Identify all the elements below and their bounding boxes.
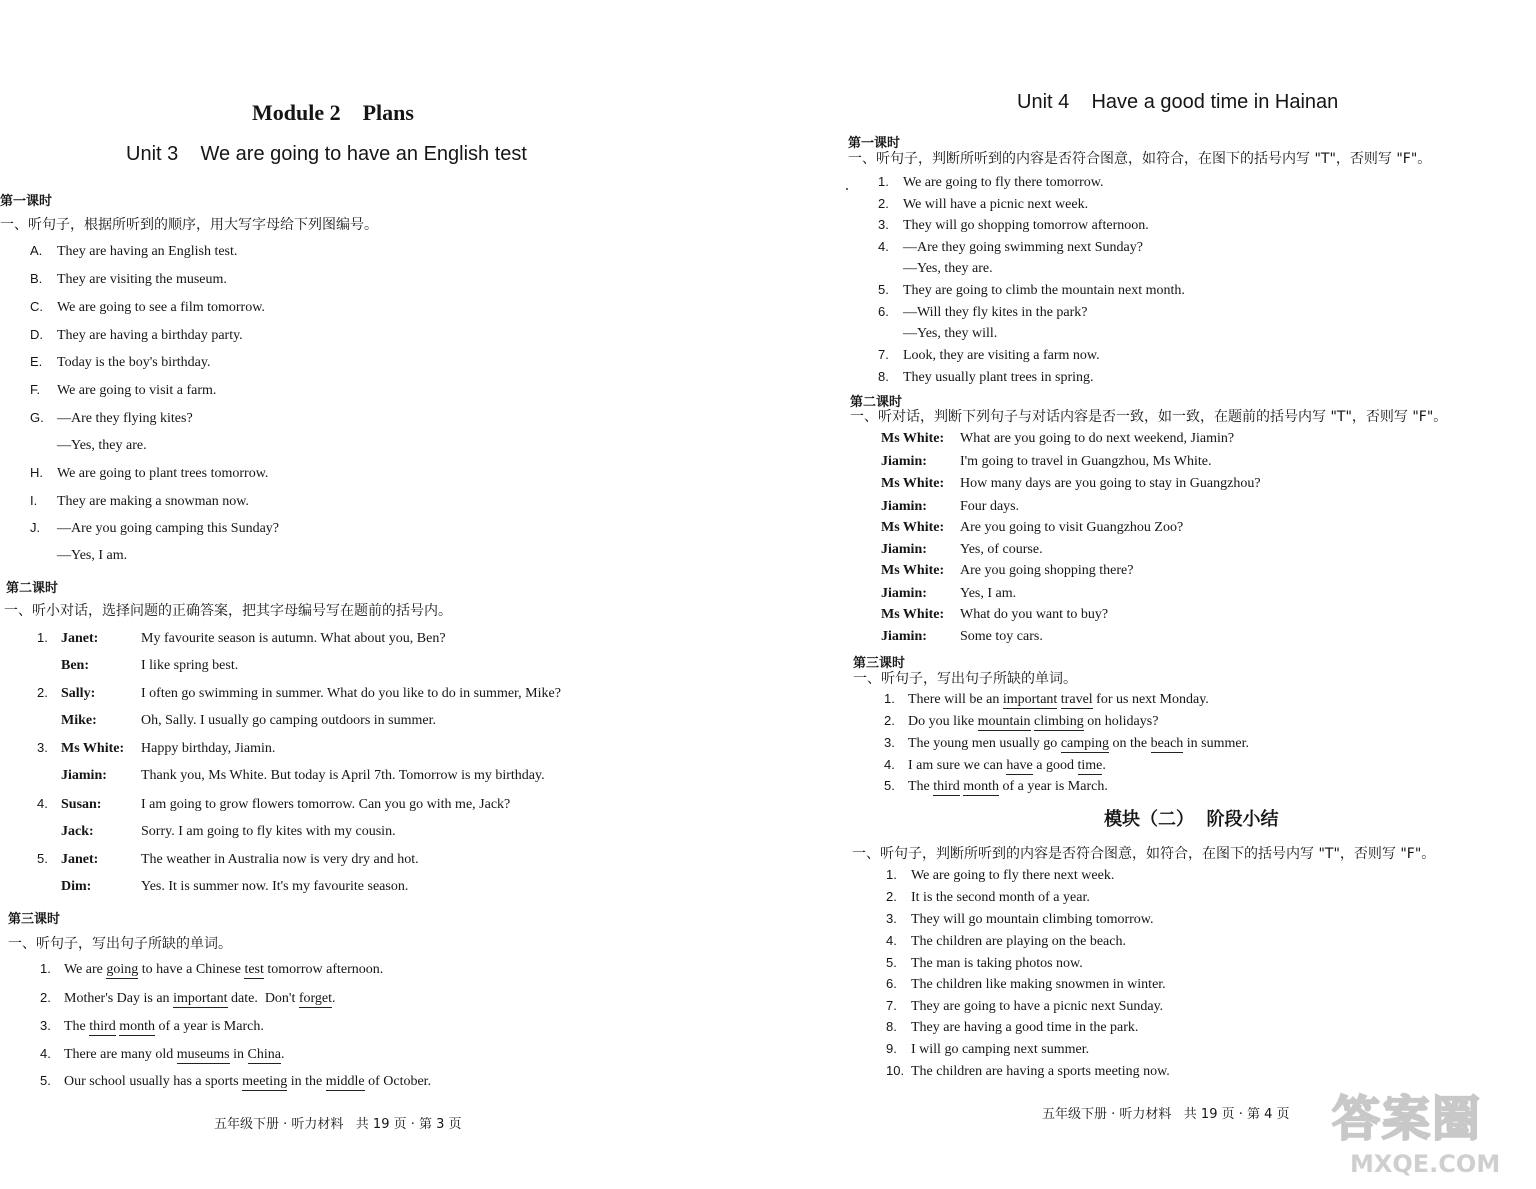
item-number: C. [30,299,43,314]
item-number: 4. [884,757,895,772]
dialogue-line [881,431,1234,447]
item-number: 5. [37,851,48,866]
list-item [878,217,1149,234]
item-number: 2. [886,889,897,904]
sentence-part: . [1102,758,1106,773]
list-item [878,196,1088,213]
dialogue-text: I often go swimming in summer. What do you like to do in summer, Mike? [141,686,561,701]
dialogue-text: Yes, I am. [960,586,1017,601]
dialogue-text: My favourite season is autumn. What about you, Ben? [141,631,446,646]
item-number: I. [30,493,38,508]
answer-word: month [963,779,999,794]
dialogue-text: The weather in Australia now is very dry and hot. [141,852,419,867]
item-number: 3. [878,217,889,232]
item-text: —Yes, they will. [903,326,998,341]
dialogue-text: I am going to grow flowers tomorrow. Can you go with me, Jack? [141,797,511,812]
dialogue-line [37,796,510,813]
item-number: 2. [40,990,51,1005]
item-text: —Will they fly kites in the park? [903,305,1088,320]
item-number: 9. [886,1041,897,1056]
dialogue-line [37,658,238,674]
dialogue-line [881,586,1016,602]
list-item [886,867,1114,884]
speaker-name: Jiamin: [881,586,927,601]
sentence-part: date. Don't [227,991,299,1006]
item-number: 4. [40,1046,51,1061]
fill-in-sentence [40,1018,264,1035]
dialogue-line [881,499,1019,515]
sentence-part: tomorrow afternoon. [263,962,384,977]
list-item [878,347,1100,364]
answer-word: test [244,962,264,977]
item-number: A. [30,243,43,258]
speaker-name: Jack: [61,824,94,839]
item-number: G. [30,410,44,425]
item-number: 2. [878,196,889,211]
item-number: 8. [878,369,889,384]
watermark-glyphs: 答案圈 [1332,1091,1483,1147]
answer-word: travel [1060,692,1093,707]
dialogue-line [881,476,1261,492]
watermark-logo [1328,1080,1534,1185]
item-text: —Yes, they are. [57,438,147,453]
list-item [878,304,1088,321]
answer-word: going [106,962,139,977]
dialogue-line [37,740,275,757]
sentence-part: for us next Monday. [1092,692,1209,707]
speaker-name: Ms White: [881,431,945,446]
item-text: It is the second month of a year. [911,890,1090,905]
item-number: 3. [886,911,897,926]
item-number: 4. [886,933,897,948]
item-text: —Yes, I am. [57,548,128,563]
item-text: The children are playing on the beach. [911,934,1126,949]
list-item [886,955,1083,972]
dialogue-line [881,454,1212,470]
item-number: 2. [884,713,895,728]
speaker-name: Susan: [61,797,102,812]
list-item [30,354,210,371]
sentence-part: a good [1032,758,1078,773]
speaker-name: Jiamin: [61,768,107,783]
answer-word: forget [298,991,333,1006]
item-number: 10. [886,1063,905,1078]
item-text: They are having an English test. [57,244,238,259]
speaker-name: Janet: [61,631,99,646]
sentence-part: . [332,991,336,1006]
item-text: We are going to plant trees tomorrow. [57,466,269,481]
sentence-part: We are [64,962,107,977]
fill-in-sentence [884,735,1249,752]
dialogue-text: What do you want to buy? [960,607,1109,622]
lesson-heading: 第二课时 [6,581,59,596]
item-text: We will have a picnic next week. [903,197,1089,212]
dialogue-text: Are you going shopping there? [960,563,1134,578]
page-footer: 五年级下册 · 听力材料 共 19 页 · 第 4 页 [1042,1107,1290,1122]
instruction: 一、听句子，根据所听到的顺序，用大写字母给下列图编号。 [0,217,378,233]
sentence-part: There will be an [908,692,1003,707]
answer-word: third [89,1019,116,1034]
item-number: 5. [878,282,889,297]
fill-in-sentence [884,713,1158,730]
item-number: 6. [886,976,897,991]
dialogue-text: Four days. [960,499,1020,514]
item-number: 3. [884,735,895,750]
item-number: 7. [886,998,897,1013]
sentence-part: in [229,1047,248,1062]
item-number: B. [30,271,43,286]
item-number: 4. [37,796,48,811]
dialogue-text: Thank you, Ms White. But today is April 7th. Tomorrow is my birthday. [141,768,545,783]
instruction: 一、听小对话，选择问题的正确答案，把其字母编号写在题前的括号内。 [4,603,452,619]
module-title: Module 2 Plans [252,100,414,125]
sentence-part: of a year is March. [155,1019,264,1034]
speaker-name: Ms White: [881,476,945,491]
item-number: 2. [37,685,48,700]
list-item [30,465,268,482]
list-item [878,174,1104,191]
dialogue-text: Are you going to visit Guangzhou Zoo? [960,520,1184,535]
speaker-name: Jiamin: [881,454,927,469]
item-text: The children like making snowmen in winter. [911,977,1166,992]
lesson-heading: 第一课时 [848,136,901,151]
sentence-part: I am sure we can [908,758,1007,773]
dialogue-text: Yes. It is summer now. It's my favourite season. [141,879,409,894]
item-text: They are visiting the museum. [57,272,227,287]
speaker-name: Ms White: [61,741,125,756]
list-item [30,410,193,427]
sentence-part: of October. [364,1074,432,1089]
dialogue-text: Some toy cars. [960,629,1043,644]
fill-in-sentence [884,757,1106,774]
item-text: We are going to fly there next week. [911,868,1115,883]
instruction: 一、听句子，判断所听到的内容是否符合图意，如符合，在图下的括号内写 "T"，否则写 "F"。 [852,846,1436,862]
dialogue-line [37,713,436,729]
fill-in-sentence [40,961,383,978]
item-number: 5. [884,778,895,793]
speaker-name: Janet: [61,852,99,867]
fill-in-sentence [884,778,1108,795]
fill-in-sentence [40,1073,431,1090]
answer-word: have [1006,758,1033,773]
sentence-part: Our school usually has a sports [64,1074,243,1089]
sentence-part: of a year is March. [999,779,1108,794]
list-item [30,382,216,399]
list-item [30,493,249,510]
sentence-part: Do you like [908,714,978,729]
list-item [886,1041,1089,1058]
answer-word: important [1002,692,1058,707]
dialogue-line [881,542,1043,558]
sentence-part: in summer. [1183,736,1250,751]
item-text: They will go mountain climbing tomorrow. [911,912,1154,927]
item-text: —Are they going swimming next Sunday? [903,240,1143,255]
item-number: 7. [878,347,889,362]
item-text: They are having a good time in the park. [911,1020,1139,1035]
list-item [30,548,127,564]
list-item [30,271,227,288]
unit-title: Unit 3 We are going to have an English test [126,143,527,165]
list-item [30,299,265,316]
list-item [878,261,993,277]
item-text: They are having a birthday party. [57,328,243,343]
item-number: H. [30,465,43,480]
list-item [878,369,1094,386]
lesson-heading: 第三课时 [8,912,61,927]
list-item [878,239,1143,256]
item-text: Today is the boy's birthday. [57,355,211,370]
lesson-heading: 第一课时 [0,194,53,209]
dialogue-text: I'm going to travel in Guangzhou, Ms White. [960,454,1212,469]
answer-word: meeting [242,1074,288,1089]
dialogue-text: Sorry. I am going to fly kites with my cousin. [141,824,396,839]
item-number: 1. [886,867,897,882]
speaker-name: Jiamin: [881,542,927,557]
item-number: 5. [886,955,897,970]
speaker-name: Ben: [61,658,89,673]
answer-word: China [247,1047,281,1062]
dialogue-line [37,879,408,895]
list-item [886,1019,1138,1036]
item-number: 8. [886,1019,897,1034]
sentence-part: The young men usually go [908,736,1061,751]
fill-in-sentence [40,990,336,1007]
answer-word: third [933,779,960,794]
fill-in-sentence [884,691,1209,708]
dialogue-text: Yes, of course. [960,542,1043,557]
speaker-name: Jiamin: [881,499,927,514]
sentence-part: in the [287,1074,326,1089]
unit-title: Unit 4 Have a good time in Hainan [1017,91,1339,113]
item-text: The children are having a sports meeting now. [911,1064,1170,1079]
list-item [886,998,1163,1015]
list-item [886,911,1154,928]
sentence-part: The [64,1019,90,1034]
list-item [30,520,279,537]
item-number: 5. [40,1073,51,1088]
item-number: 1. [884,691,895,706]
dialogue-line [881,520,1183,536]
item-text: We are going to see a film tomorrow. [57,300,265,315]
answer-word: time [1077,758,1103,773]
item-number: 1. [40,961,51,976]
speaker-name: Jiamin: [881,629,927,644]
instruction: 一、听句子，写出句子所缺的单词。 [853,671,1077,687]
dialogue-line [37,851,419,868]
item-text: We are going to visit a farm. [57,383,217,398]
speaker-name: Ms White: [881,607,945,622]
item-text: —Are you going camping this Sunday? [57,521,280,536]
item-number: 1. [37,630,48,645]
sentence-part: There are many old [64,1047,177,1062]
page-footer: 五年级下册 · 听力材料 共 19 页 · 第 3 页 [214,1117,462,1132]
dialogue-text: How many days are you going to stay in Guangzhou? [960,476,1261,491]
sentence-part: The [908,779,934,794]
speaker-name: Sally: [61,686,96,701]
summary-title: 模块（二） 阶段小结 [1104,809,1279,830]
item-text: They will go shopping tomorrow afternoon. [903,218,1149,233]
item-text: We are going to fly there tomorrow. [903,175,1104,190]
instruction: 一、听对话，判断下列句子与对话内容是否一致，如一致，在题前的括号内写 "T"，否则写 "F"。 [850,409,1448,425]
fill-in-sentence [40,1046,284,1063]
list-item [886,933,1126,950]
sentence-part: to have a Chinese [138,962,245,977]
instruction: 一、听句子，写出句子所缺的单词。 [8,936,232,952]
dialogue-line [881,563,1133,579]
answer-word: middle [325,1074,365,1089]
dialogue-line [881,607,1108,623]
speaker-name: Ms White: [881,520,945,535]
item-text: I will go camping next summer. [911,1042,1090,1057]
item-text: They are making a snowman now. [57,494,249,509]
answer-word: camping [1060,736,1110,751]
item-number: 3. [37,740,48,755]
answer-word: mountain [977,714,1031,729]
dialogue-text: I like spring best. [141,658,239,673]
answer-word: climbing [1034,714,1084,729]
item-text: —Yes, they are. [903,261,993,276]
item-number: 6. [878,304,889,319]
list-item [878,282,1185,299]
speaker-name: Dim: [61,879,92,894]
list-item [886,976,1166,993]
list-item [886,1063,1170,1080]
item-text: They are going to have a picnic next Sunday. [911,999,1164,1014]
item-number: F. [30,382,41,397]
right-page [768,0,1536,1189]
sentence-part: . [280,1047,285,1062]
answer-word: important [173,991,228,1006]
list-item [30,438,147,454]
sentence-part: on the [1109,736,1151,751]
item-number: J. [30,520,41,535]
instruction: 一、听句子，判断所听到的内容是否符合图意，如符合，在图下的括号内写 "T"，否则写 "F"。 [848,151,1432,167]
dialogue-text: Happy birthday, Jiamin. [141,741,276,756]
dialogue-line [881,629,1043,645]
item-number: D. [30,327,43,342]
lesson-heading: 第二课时 [850,395,903,410]
dialogue-text: What are you going to do next weekend, Jiamin? [960,431,1235,446]
dialogue-text: Oh, Sally. I usually go camping outdoors in summer. [141,713,437,728]
item-number: 4. [878,239,889,254]
watermark-text: MXQE.COM [1350,1150,1501,1178]
list-item [30,243,237,260]
item-text: They usually plant trees in spring. [903,370,1094,385]
answer-word: museums [176,1047,230,1062]
answer-word: month [119,1019,155,1034]
item-number: 1. [878,174,889,189]
list-item [886,889,1090,906]
sentence-part: on holidays? [1083,714,1159,729]
item-text: Look, they are visiting a farm now. [903,348,1100,363]
item-number: E. [30,354,43,369]
sentence-part: Mother's Day is an [64,991,174,1006]
list-item [30,327,243,344]
lesson-heading: 第三课时 [853,656,906,671]
item-number: 3. [40,1018,51,1033]
speaker-name: Ms White: [881,563,945,578]
item-text: The man is taking photos now. [911,956,1083,971]
item-text: They are going to climb the mountain next month. [903,283,1185,298]
scan-mark [846,188,848,190]
dialogue-line [37,768,545,784]
answer-word: beach [1150,736,1184,751]
dialogue-line [37,685,561,702]
item-text: —Are they flying kites? [57,411,193,426]
speaker-name: Mike: [61,713,97,728]
dialogue-line [37,824,396,840]
list-item [878,326,997,342]
dialogue-line [37,630,446,647]
